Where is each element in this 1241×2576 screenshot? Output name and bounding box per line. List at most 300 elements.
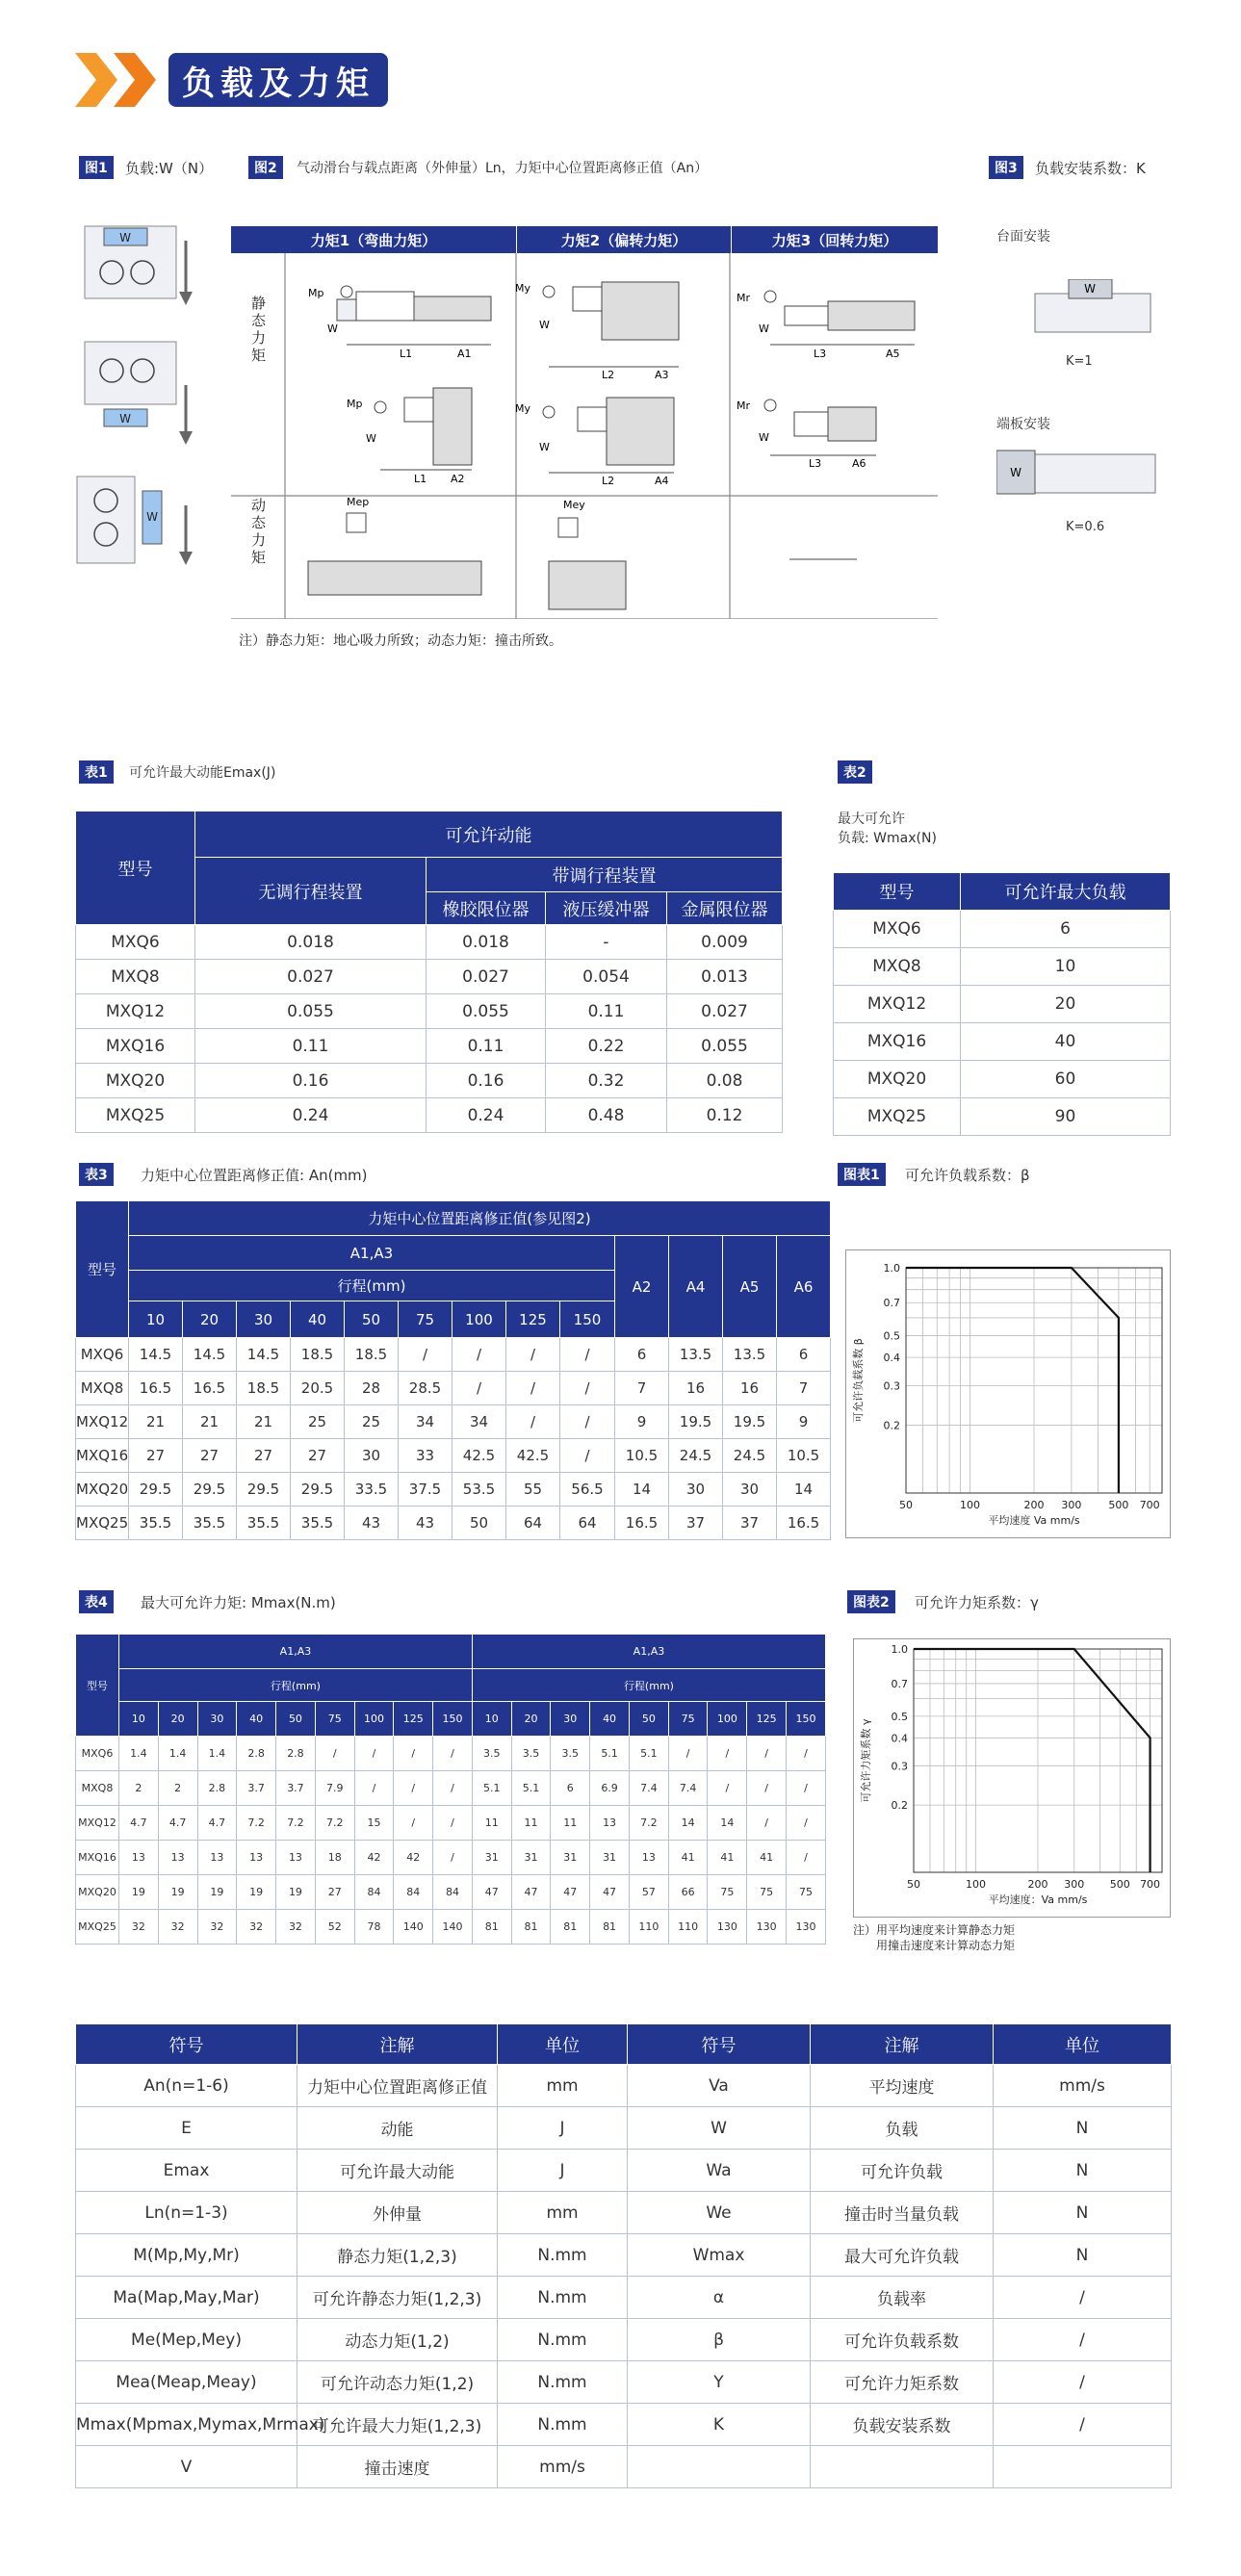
table-cell: 9 — [615, 1405, 669, 1439]
x-tick-label: 100 — [966, 1878, 986, 1891]
table-cell: MXQ12 — [76, 994, 195, 1029]
table-cell: 力矩中心位置距离修正值 — [297, 2065, 498, 2107]
table1-h-with: 带调行程装置 — [427, 858, 783, 892]
table4 — [75, 1634, 826, 1945]
table-cell: An(n=1-6) — [76, 2065, 297, 2107]
table-cell: K — [628, 2404, 811, 2446]
table-cell: 64 — [506, 1507, 560, 1540]
table-cell: 3.7 — [237, 1771, 276, 1806]
x-axis-label: 平均速度：Va mm/s — [988, 1893, 1088, 1906]
table-cell: 27 — [315, 1875, 354, 1910]
table-cell: 32 — [158, 1910, 197, 1945]
table-cell: 31 — [551, 1841, 590, 1875]
table1-caption: 可允许最大动能Emax(J) — [129, 765, 276, 781]
table-cell: 18.5 — [237, 1372, 291, 1405]
table-row — [76, 2192, 1172, 2234]
table-cell: 28.5 — [399, 1372, 452, 1405]
table-cell: 18.5 — [291, 1338, 345, 1372]
table-cell: 31 — [590, 1841, 630, 1875]
svg-text:L1: L1 — [414, 473, 427, 485]
table-cell: 6.9 — [590, 1771, 630, 1806]
table1-h-group: 可允许动能 — [195, 811, 783, 858]
table-cell: 7.4 — [629, 1771, 668, 1806]
table4-h-stroke-left: 行程(mm) — [119, 1669, 473, 1702]
chart2-caption: 可允许力矩系数：γ — [915, 1594, 1039, 1611]
stroke-header: 10 — [129, 1301, 183, 1338]
table-cell: mm — [498, 2192, 628, 2234]
table-row — [76, 1841, 826, 1875]
table-cell: Ma(Map,May,Mar) — [76, 2277, 297, 2319]
stroke-header: 20 — [511, 1702, 551, 1737]
fig3-k2: K=0.6 — [1066, 520, 1105, 534]
table-cell: 140 — [433, 1910, 473, 1945]
table-cell: 56.5 — [560, 1473, 615, 1507]
table-cell: 2 — [119, 1771, 159, 1806]
table-cell: 20 — [961, 986, 1171, 1023]
table-cell: 0.027 — [427, 960, 546, 994]
table-cell: 0.24 — [195, 1098, 427, 1133]
table-cell: 可允许动态力矩(1,2) — [297, 2361, 498, 2404]
table-cell: 19.5 — [723, 1405, 777, 1439]
table-cell: MXQ6 — [76, 1338, 129, 1372]
stroke-header: 100 — [708, 1702, 747, 1737]
table-cell: / — [560, 1439, 615, 1473]
table-cell: MXQ16 — [76, 1029, 195, 1064]
table1-tag: 表1 — [79, 760, 114, 784]
table-cell: N.mm — [498, 2404, 628, 2446]
table-cell: MXQ16 — [834, 1023, 961, 1061]
table-cell: 16.5 — [183, 1372, 237, 1405]
table-cell: 130 — [708, 1910, 747, 1945]
table-cell: 14 — [615, 1473, 669, 1507]
table-cell: / — [560, 1405, 615, 1439]
table-cell: 可允许负载 — [811, 2150, 994, 2192]
table-cell: 27 — [237, 1439, 291, 1473]
table-cell: 47 — [511, 1875, 551, 1910]
table-row — [76, 1875, 826, 1910]
table-cell: J — [498, 2107, 628, 2150]
chart1-caption: 可允许负载系数：β — [905, 1167, 1030, 1184]
table-cell: 52 — [315, 1910, 354, 1945]
table-cell: MXQ16 — [76, 1841, 119, 1875]
x-tick-label: 50 — [907, 1878, 920, 1891]
table-cell: Wmax — [628, 2234, 811, 2277]
table-cell: 81 — [551, 1910, 590, 1945]
table-cell: 外伸量 — [297, 2192, 498, 2234]
table-cell: 平均速度 — [811, 2065, 994, 2107]
table-cell: 75 — [708, 1875, 747, 1910]
chart1-plot — [846, 1250, 1172, 1539]
table-cell: 0.11 — [195, 1029, 427, 1064]
table-cell: 7.2 — [237, 1806, 276, 1841]
table-cell: 25 — [291, 1405, 345, 1439]
table-cell: / — [354, 1771, 394, 1806]
table-cell: E — [76, 2107, 297, 2150]
table-cell: / — [315, 1737, 354, 1771]
stroke-header: 30 — [237, 1301, 291, 1338]
table-cell: / — [506, 1372, 560, 1405]
table2-caption-1: 最大可允许 — [838, 811, 905, 827]
table-cell: 32 — [119, 1910, 159, 1945]
table-cell: Mea(Meap,Meay) — [76, 2361, 297, 2404]
table-cell: Me(Mep,Mey) — [76, 2319, 297, 2361]
table-cell: 3.5 — [472, 1737, 511, 1771]
table-cell: MXQ8 — [834, 948, 961, 986]
table-cell: 1.4 — [197, 1737, 237, 1771]
table-cell: 53.5 — [452, 1473, 506, 1507]
table-cell: 90 — [961, 1098, 1171, 1136]
table-cell: N — [994, 2107, 1172, 2150]
table3-h-a1a3: A1,A3 — [129, 1236, 615, 1271]
table-cell: 43 — [345, 1507, 399, 1540]
fig3-end-mount-diagram — [996, 443, 1160, 515]
table-cell: 2.8 — [197, 1771, 237, 1806]
svg-text:W: W — [366, 432, 376, 445]
svg-text:W: W — [1010, 466, 1021, 479]
svg-text:W: W — [1084, 282, 1096, 296]
table-cell: MXQ6 — [834, 911, 961, 948]
table-cell: 30 — [345, 1439, 399, 1473]
chart1-tag: 图表1 — [838, 1163, 886, 1186]
svg-text:A5: A5 — [886, 348, 900, 360]
table-cell: / — [433, 1806, 473, 1841]
stroke-header: 40 — [291, 1301, 345, 1338]
table-cell: 33 — [399, 1439, 452, 1473]
y-tick-label: 0.3 — [891, 1760, 908, 1773]
y-tick-label: 1.0 — [891, 1643, 908, 1656]
table1 — [75, 811, 783, 1133]
table-cell: 81 — [472, 1910, 511, 1945]
table-cell — [628, 2446, 811, 2488]
table-cell: 41 — [668, 1841, 708, 1875]
table2-h-load: 可允许最大负载 — [961, 873, 1171, 911]
table-cell: 20.5 — [291, 1372, 345, 1405]
table3-h-stroke: 行程(mm) — [129, 1271, 615, 1301]
table-cell: 13 — [119, 1841, 159, 1875]
table-cell: 18.5 — [345, 1338, 399, 1372]
stroke-header: 30 — [197, 1702, 237, 1737]
svg-text:W: W — [146, 510, 158, 524]
table-cell: 9 — [777, 1405, 831, 1439]
table-cell: 0.055 — [667, 1029, 783, 1064]
table3-h-a4: A4 — [669, 1236, 723, 1338]
table-cell: 13.5 — [723, 1338, 777, 1372]
table-cell: 3.7 — [276, 1771, 316, 1806]
y-tick-label: 0.7 — [883, 1297, 900, 1310]
table-row — [76, 1098, 783, 1133]
table-cell: 29.5 — [129, 1473, 183, 1507]
table-row — [834, 948, 1171, 986]
table-cell: MXQ8 — [76, 1372, 129, 1405]
x-tick-label: 100 — [960, 1499, 980, 1511]
table-cell: 7 — [615, 1372, 669, 1405]
fig2-col-moment1: 力矩1（弯曲力矩） — [231, 226, 516, 253]
table-cell: 41 — [747, 1841, 787, 1875]
table-cell: 13 — [590, 1806, 630, 1841]
table-cell: 19 — [158, 1875, 197, 1910]
table-cell: / — [560, 1338, 615, 1372]
table-cell: 32 — [197, 1910, 237, 1945]
table-cell: 0.11 — [427, 1029, 546, 1064]
table-cell: 40 — [961, 1023, 1171, 1061]
table-cell: - — [546, 925, 667, 960]
table-cell: 35.5 — [291, 1507, 345, 1540]
table-cell: M(Mp,My,Mr) — [76, 2234, 297, 2277]
table-cell: / — [994, 2319, 1172, 2361]
table-row — [76, 1771, 826, 1806]
fig1-diagram — [75, 217, 220, 582]
table-row — [834, 911, 1171, 948]
symbol-table-header: 注解 — [811, 2024, 994, 2065]
fig2-diagram — [231, 253, 938, 619]
table-cell: N — [994, 2192, 1172, 2234]
table-cell: 19 — [276, 1875, 316, 1910]
table2-h-model: 型号 — [834, 873, 961, 911]
table-cell: / — [399, 1338, 452, 1372]
table1-h-none: 无调行程装置 — [195, 858, 427, 925]
svg-text:L2: L2 — [602, 475, 615, 487]
table-row — [76, 1405, 831, 1439]
table-cell: N.mm — [498, 2319, 628, 2361]
table-cell: MXQ25 — [76, 1910, 119, 1945]
table-cell: 7.9 — [315, 1771, 354, 1806]
table-cell: 动态力矩(1,2) — [297, 2319, 498, 2361]
table-cell: 29.5 — [183, 1473, 237, 1507]
table-cell: / — [747, 1771, 787, 1806]
chart2-tag: 图表2 — [847, 1590, 895, 1613]
table-cell: We — [628, 2192, 811, 2234]
symbol-table-header: 单位 — [498, 2024, 628, 2065]
table1-h-rubber: 橡胶限位器 — [427, 892, 546, 925]
chart2-note-1: 注）用平均速度来计算静态力矩 — [853, 1923, 1016, 1937]
table-cell: 57 — [629, 1875, 668, 1910]
table-cell: 15 — [354, 1806, 394, 1841]
stroke-header: 40 — [590, 1702, 630, 1737]
table4-h-stroke-right: 行程(mm) — [472, 1669, 825, 1702]
svg-text:Mp: Mp — [347, 398, 363, 410]
table-cell: 34 — [399, 1405, 452, 1439]
table-cell: Va — [628, 2065, 811, 2107]
table-cell: Emax — [76, 2150, 297, 2192]
table4-caption: 最大可允许力矩: Mmax(N.m) — [141, 1594, 336, 1611]
table-cell: 2 — [158, 1771, 197, 1806]
table-cell: MXQ8 — [76, 1771, 119, 1806]
table1-h-model: 型号 — [76, 811, 195, 925]
stroke-header: 10 — [119, 1702, 159, 1737]
table-cell: MXQ20 — [76, 1875, 119, 1910]
table-cell: 81 — [511, 1910, 551, 1945]
table-cell: 6 — [615, 1338, 669, 1372]
series-line — [914, 1649, 1151, 1872]
table-cell: 5.1 — [629, 1737, 668, 1771]
table-cell: J — [498, 2150, 628, 2192]
table-cell: 0.013 — [667, 960, 783, 994]
table-cell: W — [628, 2107, 811, 2150]
table-cell: 21 — [183, 1405, 237, 1439]
series-line — [906, 1268, 1119, 1493]
table-cell: 16 — [669, 1372, 723, 1405]
stroke-header: 150 — [787, 1702, 826, 1737]
table-cell: / — [560, 1372, 615, 1405]
table4-h-a1a3-left: A1,A3 — [119, 1635, 473, 1669]
table-cell: MXQ12 — [834, 986, 961, 1023]
table-row — [76, 960, 783, 994]
svg-text:A4: A4 — [655, 475, 669, 487]
table-cell: 最大可允许负载 — [811, 2234, 994, 2277]
table-cell: Y — [628, 2361, 811, 2404]
table-cell: 29.5 — [237, 1473, 291, 1507]
table-cell: 27 — [129, 1439, 183, 1473]
table-cell: 7.2 — [629, 1806, 668, 1841]
table-cell: 0.055 — [427, 994, 546, 1029]
table-cell: 14 — [777, 1473, 831, 1507]
table-cell: 130 — [747, 1910, 787, 1945]
table-cell: / — [787, 1806, 826, 1841]
table-cell: 2.8 — [276, 1737, 316, 1771]
svg-text:Mep: Mep — [347, 496, 370, 508]
table-cell: 21 — [129, 1405, 183, 1439]
table-row — [76, 1737, 826, 1771]
table-cell: 16.5 — [129, 1372, 183, 1405]
table-cell: MXQ8 — [76, 960, 195, 994]
table-cell: / — [506, 1338, 560, 1372]
svg-text:静态力矩: 静态力矩 — [249, 296, 267, 365]
table-cell: 3.5 — [551, 1737, 590, 1771]
stroke-header: 125 — [394, 1702, 433, 1737]
table-cell: 37.5 — [399, 1473, 452, 1507]
table-cell: 19 — [197, 1875, 237, 1910]
table-cell: 35.5 — [183, 1507, 237, 1540]
table-cell: N.mm — [498, 2361, 628, 2404]
svg-text:W: W — [539, 319, 550, 331]
table-cell: Mmax(Mpmax,Mymax,Mrmax) — [76, 2404, 297, 2446]
table-cell: 7.4 — [668, 1771, 708, 1806]
table4-h-a1a3-right: A1,A3 — [472, 1635, 825, 1669]
y-tick-label: 0.5 — [891, 1710, 908, 1723]
table-cell: 1.4 — [119, 1737, 159, 1771]
table-cell — [811, 2446, 994, 2488]
table2 — [833, 872, 1171, 1136]
table-cell: MXQ20 — [834, 1061, 961, 1098]
fig1-tag: 图1 — [79, 156, 114, 179]
table-cell: 84 — [394, 1875, 433, 1910]
table-row — [76, 1806, 826, 1841]
table-row — [76, 2446, 1172, 2488]
table-cell: N.mm — [498, 2277, 628, 2319]
table-cell: 1.4 — [158, 1737, 197, 1771]
table-cell: 0.027 — [195, 960, 427, 994]
table-cell: MXQ6 — [76, 925, 195, 960]
table-cell: 负载率 — [811, 2277, 994, 2319]
table-row — [76, 2404, 1172, 2446]
table-cell: 0.22 — [546, 1029, 667, 1064]
table-cell: / — [787, 1737, 826, 1771]
table-cell: MXQ16 — [76, 1439, 129, 1473]
table-cell: / — [394, 1737, 433, 1771]
table-cell: / — [994, 2361, 1172, 2404]
table-cell: 5.1 — [511, 1771, 551, 1806]
fig2-note: 注）静态力矩：地心吸力所致；动态力矩：撞击所致。 — [239, 633, 562, 649]
table-cell: 29.5 — [291, 1473, 345, 1507]
svg-text:Mp: Mp — [308, 287, 324, 299]
table-cell: / — [452, 1338, 506, 1372]
svg-text:Mey: Mey — [563, 499, 585, 511]
svg-text:动态力矩: 动态力矩 — [249, 498, 267, 567]
table-cell: 6 — [551, 1771, 590, 1806]
table-cell: 0.48 — [546, 1098, 667, 1133]
svg-text:W: W — [119, 231, 131, 245]
fig3-k1: K=1 — [1066, 354, 1093, 369]
table-cell: 可允许静态力矩(1,2,3) — [297, 2277, 498, 2319]
svg-text:A6: A6 — [852, 457, 866, 470]
svg-text:A2: A2 — [451, 473, 465, 485]
table3-h-a2: A2 — [615, 1236, 669, 1338]
table-cell: 30 — [669, 1473, 723, 1507]
table-cell: 75 — [747, 1875, 787, 1910]
table-cell: 75 — [787, 1875, 826, 1910]
table-row — [76, 1029, 783, 1064]
table-cell: 24.5 — [723, 1439, 777, 1473]
svg-text:My: My — [515, 402, 531, 415]
table-cell: 5.1 — [472, 1771, 511, 1806]
x-tick-label: 500 — [1109, 1878, 1130, 1891]
table-row — [76, 2319, 1172, 2361]
table-row — [834, 986, 1171, 1023]
table-cell: 负载 — [811, 2107, 994, 2150]
table-cell: 13 — [237, 1841, 276, 1875]
svg-text:My: My — [515, 282, 531, 295]
table-cell: 可允许最大力矩(1,2,3) — [297, 2404, 498, 2446]
x-tick-label: 300 — [1064, 1878, 1085, 1891]
svg-text:Mr: Mr — [737, 292, 751, 304]
table-row — [76, 2107, 1172, 2150]
stroke-header: 75 — [315, 1702, 354, 1737]
table4-tag: 表4 — [79, 1590, 114, 1613]
svg-text:A1: A1 — [457, 348, 472, 360]
table-cell: 60 — [961, 1061, 1171, 1098]
table3 — [75, 1200, 831, 1540]
table-cell: 13 — [158, 1841, 197, 1875]
x-tick-label: 200 — [1023, 1499, 1045, 1511]
table-row — [76, 1473, 831, 1507]
table3-h-model: 型号 — [76, 1201, 129, 1338]
table-cell: 130 — [787, 1910, 826, 1945]
table-cell: 42.5 — [506, 1439, 560, 1473]
stroke-header: 100 — [452, 1301, 506, 1338]
table-cell: 84 — [433, 1875, 473, 1910]
x-axis-label: 平均速度 Va mm/s — [988, 1514, 1080, 1527]
table-cell: 3.5 — [511, 1737, 551, 1771]
fig3-tag: 图3 — [989, 156, 1023, 179]
table-cell: 负载安装系数 — [811, 2404, 994, 2446]
stroke-header: 125 — [506, 1301, 560, 1338]
table-cell: 64 — [560, 1507, 615, 1540]
fig3-caption: 负载安装系数：K — [1035, 160, 1146, 177]
fig3-table-mount-diagram — [1030, 279, 1160, 347]
table-cell: 14.5 — [237, 1338, 291, 1372]
table-cell: 4.7 — [119, 1806, 159, 1841]
table-cell: 18 — [315, 1841, 354, 1875]
table-row — [76, 1439, 831, 1473]
stroke-header: 30 — [551, 1702, 590, 1737]
table-cell: 42 — [354, 1841, 394, 1875]
svg-text:Mr: Mr — [737, 399, 751, 412]
table-cell: β — [628, 2319, 811, 2361]
table-cell: MXQ25 — [834, 1098, 961, 1136]
table-cell: 13 — [276, 1841, 316, 1875]
table-cell: / — [787, 1771, 826, 1806]
table-cell: / — [747, 1737, 787, 1771]
